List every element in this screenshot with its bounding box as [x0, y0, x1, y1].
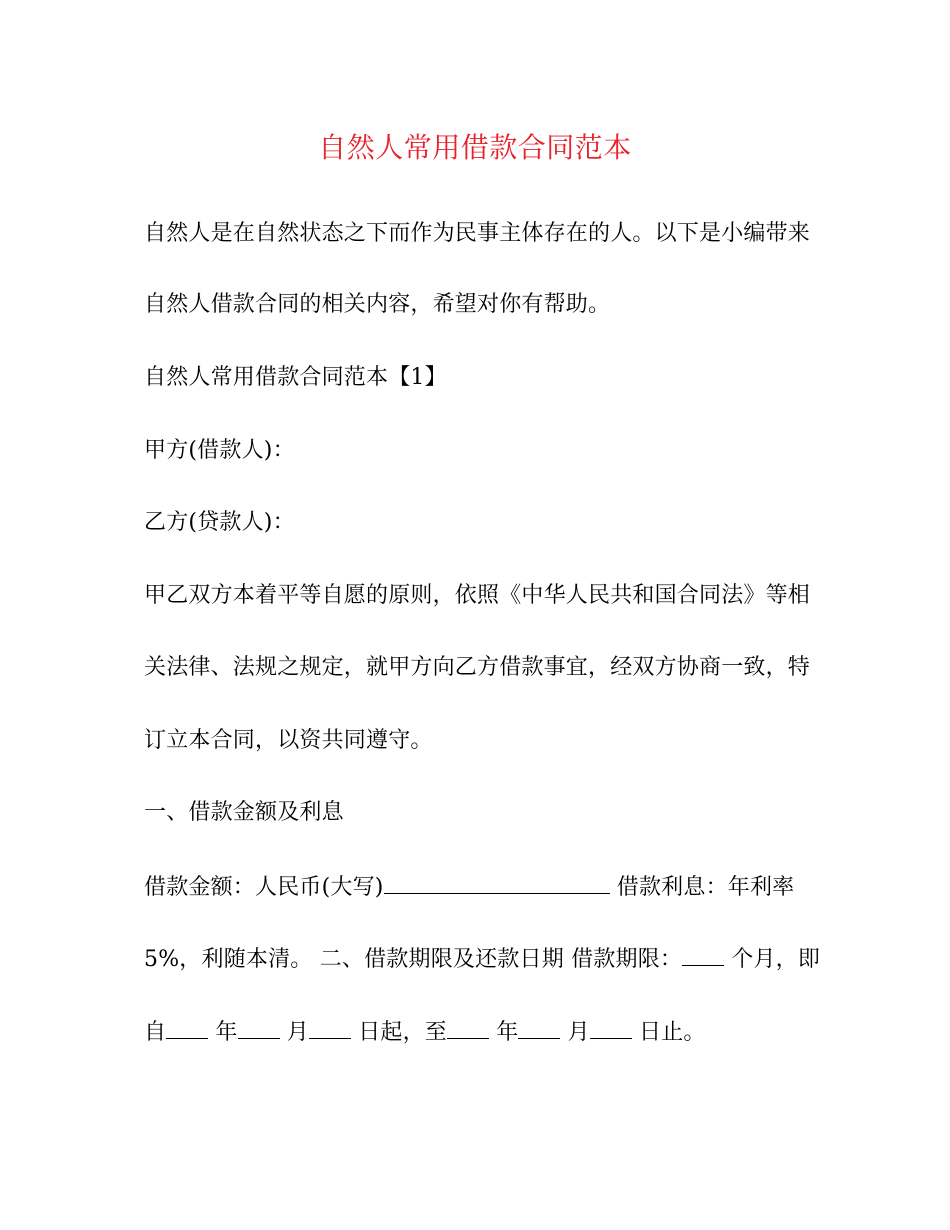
start-year-blank[interactable] — [166, 1016, 208, 1039]
loan-amount-blank[interactable] — [384, 871, 610, 894]
end-year-label: 年 — [489, 1020, 519, 1045]
end-month-label: 月 — [560, 1020, 590, 1045]
start-day-to-label: 日起，至 — [351, 1020, 448, 1045]
end-day-blank[interactable] — [590, 1016, 632, 1039]
start-year-label: 年 — [208, 1020, 238, 1045]
end-year-blank[interactable] — [447, 1016, 489, 1039]
paragraph-intro-line-2: 自然人借款合同的相关内容，希望对你有帮助。 — [144, 292, 611, 317]
paragraph-intro-line-1: 自然人是在自然状态之下而作为民事主体存在的人。以下是小编带来 — [144, 221, 811, 246]
loan-term-months-blank[interactable] — [682, 943, 724, 966]
loan-term-line — [144, 943, 824, 975]
paragraph-preamble-line-2: 关法律、法规之规定，就甲方向乙方借款事宜，经双方协商一致，特 — [144, 655, 811, 680]
loan-amount-label: 借款金额：人民币(大写) — [144, 875, 384, 900]
end-day-label: 日止。 — [631, 1020, 706, 1045]
end-month-blank[interactable] — [518, 1016, 560, 1039]
interest-and-term-label: 5%，利随本清。 二、借款期限及还款日期 借款期限： — [144, 947, 683, 972]
paragraph-preamble-line-3: 订立本合同，以资共同遵守。 — [144, 728, 433, 753]
loan-dates-line — [144, 1016, 824, 1048]
start-day-blank[interactable] — [309, 1016, 351, 1039]
document-title: 自然人常用借款合同范本 — [318, 131, 632, 164]
interest-rate-label: 借款利息：年利率 — [609, 875, 795, 900]
start-month-label: 月 — [279, 1020, 310, 1045]
loan-amount-line — [144, 871, 824, 903]
from-label: 自 — [144, 1020, 167, 1045]
section-heading-template-1: 自然人常用借款合同范本【1】 — [144, 365, 447, 390]
months-label: 个月，即 — [724, 947, 821, 972]
clause-heading-loan-amount: 一、借款金额及利息 — [144, 800, 344, 825]
party-b-label: 乙方(贷款人)： — [144, 510, 295, 535]
party-a-label: 甲方(借款人)： — [144, 438, 295, 463]
start-month-blank[interactable] — [238, 1016, 280, 1039]
paragraph-preamble-line-1: 甲乙双方本着平等自愿的原则，依照《中华人民共和国合同法》等相 — [144, 583, 811, 608]
